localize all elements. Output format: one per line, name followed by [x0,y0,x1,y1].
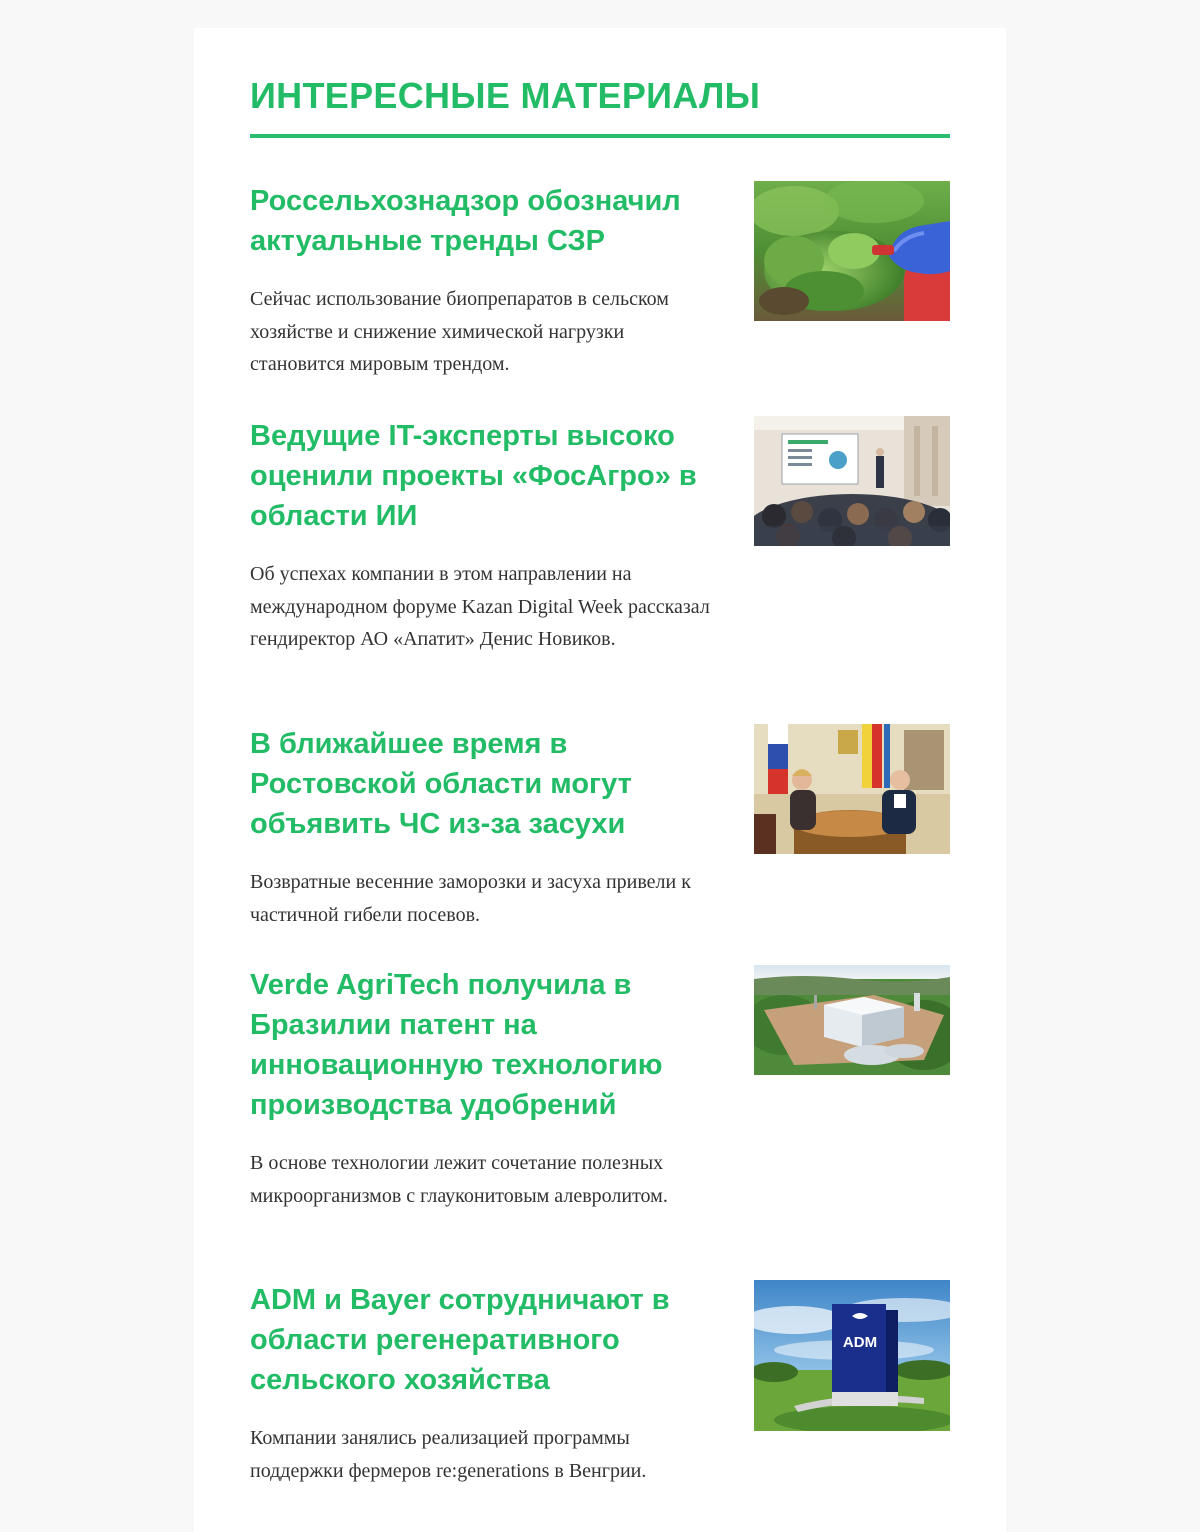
article-summary: В основе технологии лежит сочетание полезных микроорганизмов с глауконитовым алевролитом. [250,1152,668,1207]
article-text [250,965,720,1212]
article-summary: Возвратные весенние заморозки и засуха привели к частичной гибели посевов. [250,871,691,926]
article-title-link[interactable]: Verde AgriTech получила в Бразилии патент на инновационную технологию производства удобрений [250,969,663,1121]
article-title-link[interactable]: В ближайшее время в Ростовской области могут объявить ЧС из-за засухи [250,728,632,840]
article-title-link[interactable]: Россельхознадзор обозначил актуальные тренды СЗР [250,185,681,257]
newsletter-card [194,28,1006,1532]
article-text [250,181,720,381]
article-title-link[interactable]: Ведущие IT-эксперты высоко оценили проекты «ФосАгро» в области ИИ [250,420,697,532]
section-divider [250,134,950,138]
section-title: ИНТЕРЕСНЫЕ МАТЕРИАЛЫ [250,75,761,116]
article-image-meeting[interactable] [754,724,950,854]
article-image-conference[interactable] [754,416,950,546]
article-summary: Об успехах компании в этом направлении на международном форуме Kazan Digital Week рассказал гендиректор АО «Апатит» Денис Новиков. [250,563,710,650]
article-title-link[interactable]: ADM и Bayer сотрудничают в области регенеративного сельского хозяйства [250,1284,670,1396]
article-text [250,1280,720,1487]
article-image-factory-aerial[interactable] [754,965,950,1075]
article-summary: Компании занялись реализацией программы поддержки фермеров re:generations в Венгрии. [250,1427,647,1482]
article-summary: Сейчас использование биопрепаратов в сельском хозяйстве и снижение химической нагрузки становится мировым трендом. [250,288,669,375]
article-image-plant-spraying[interactable] [754,181,950,321]
adm-sign-text: ADM [842,1334,878,1351]
article-text [250,416,720,656]
article-text [250,724,720,931]
article-image-adm-sign[interactable] [754,1280,950,1431]
